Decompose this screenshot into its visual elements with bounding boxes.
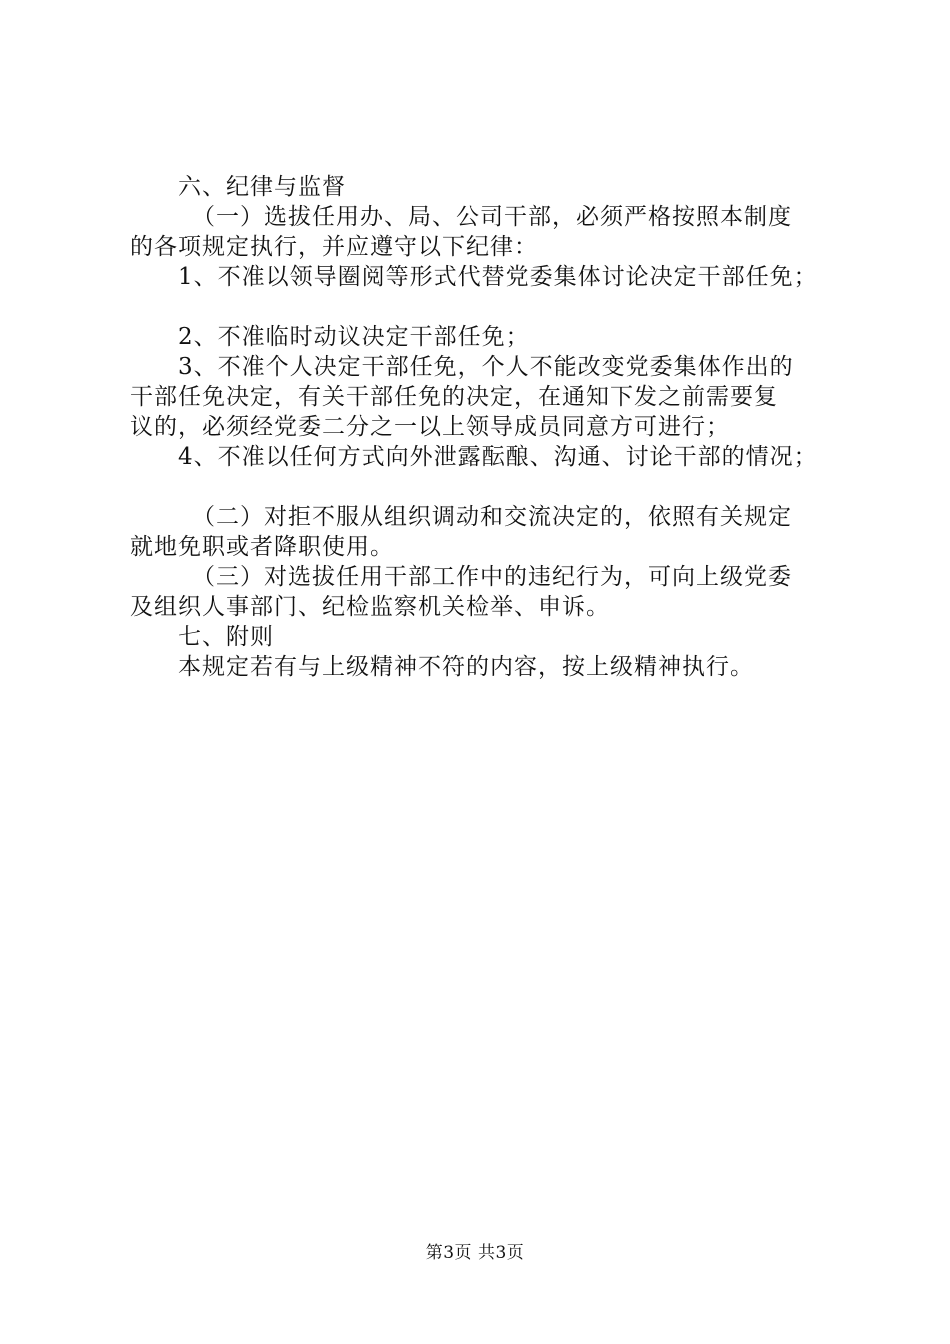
page-number-footer: 第3页 共3页 bbox=[425, 1243, 525, 1263]
paragraph-line: 干部任免决定，有关干部任免的决定，在通知下发之前需要复 bbox=[130, 384, 778, 410]
paragraph-gap bbox=[130, 292, 850, 322]
paragraph-line: 1、不准以领导圈阅等形式代替党委集体讨论决定干部任免； bbox=[178, 264, 818, 290]
paragraph-line: （三）对选拔任用干部工作中的违纪行为，可向上级党委 bbox=[192, 564, 792, 590]
paragraph-line: 议的，必须经党委二分之一以上领导成员同意方可进行； bbox=[130, 414, 730, 440]
paragraph-line: 3、不准个人决定干部任免，个人不能改变党委集体作出的 bbox=[178, 354, 794, 380]
section-heading-discipline: 六、纪律与监督 bbox=[178, 174, 346, 200]
paragraph-line: 2、不准临时动议决定干部任免； bbox=[178, 324, 530, 350]
section-heading-appendix: 七、附则 bbox=[178, 624, 274, 650]
paragraph-line: 的各项规定执行，并应遵守以下纪律： bbox=[130, 234, 538, 260]
paragraph-line: 就地免职或者降职使用。 bbox=[130, 534, 394, 560]
paragraph-line: 本规定若有与上级精神不符的内容，按上级精神执行。 bbox=[178, 654, 754, 680]
paragraph-line: 及组织人事部门、纪检监察机关检举、申诉。 bbox=[130, 594, 610, 620]
paragraph-line: （一）选拔任用办、局、公司干部，必须严格按照本制度 bbox=[192, 204, 792, 230]
paragraph-gap bbox=[130, 472, 850, 502]
document-body bbox=[130, 172, 850, 682]
paragraph-line: 4、不准以任何方式向外泄露酝酿、沟通、讨论干部的情况； bbox=[178, 444, 818, 470]
paragraph-line: （二）对拒不服从组织调动和交流决定的，依照有关规定 bbox=[192, 504, 792, 530]
